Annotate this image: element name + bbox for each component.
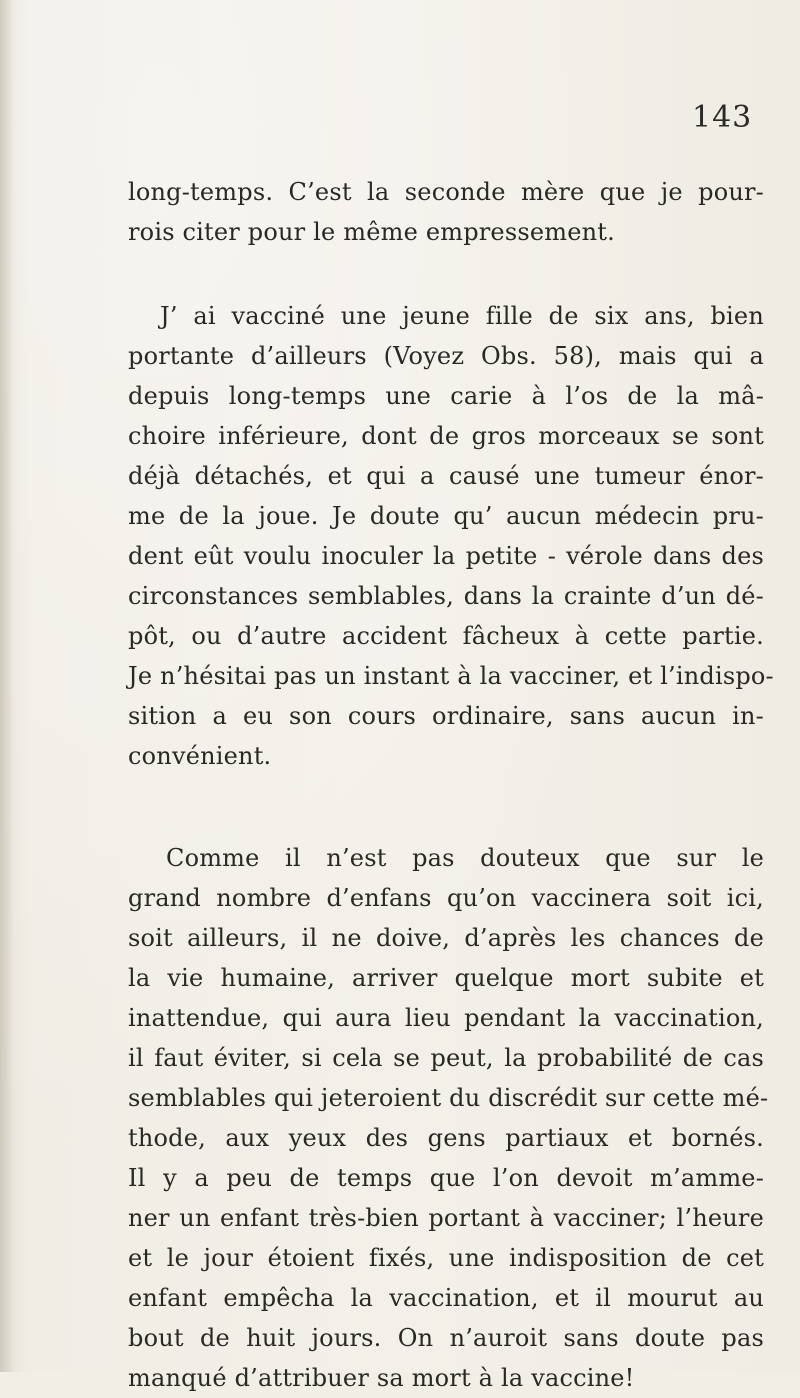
text-line: pôt, ou d’autre accident fâcheux à cette partie. <box>128 622 764 650</box>
paragraph-gap <box>128 776 764 838</box>
text-line: Comme il n’est pas douteux que sur le <box>166 844 764 872</box>
text-line: semblables qui jeteroient du discrédit sur cette mé- <box>128 1084 769 1112</box>
text-line: Je n’hésitai pas un instant à la vacciner, et l’indispo- <box>128 662 774 690</box>
text-line: inattendue, qui aura lieu pendant la vaccination, <box>128 1004 764 1032</box>
text-line: circonstances semblables, dans la crainte d’un dé- <box>128 582 764 610</box>
paragraph-3 <box>128 838 769 1398</box>
text-line: me de la joue. Je doute qu’ aucun médecin pru- <box>128 502 764 530</box>
text-line: sition a eu son cours ordinaire, sans aucun in- <box>128 702 764 730</box>
page-gutter-shadow <box>0 0 14 1372</box>
text-line: thode, aux yeux des gens partiaux et bornés. <box>128 1124 764 1152</box>
paragraph-1 <box>128 172 764 252</box>
paragraph-gap <box>128 252 764 296</box>
text-line: J’ ai vacciné une jeune fille de six ans, bien <box>160 302 764 330</box>
text-line: enfant empêcha la vaccination, et il mourut au <box>128 1284 764 1312</box>
text-line: ner un enfant très-bien portant à vacciner; l’heure <box>128 1204 764 1232</box>
text-line: depuis long-temps une carie à l’os de la mâ- <box>128 382 764 410</box>
page-number: 143 <box>692 100 753 135</box>
text-line: grand nombre d’enfans qu’on vaccinera soit ici, <box>128 884 764 912</box>
body-text <box>128 172 774 1398</box>
text-line: et le jour étoient fixés, une indisposition de cet <box>128 1244 764 1272</box>
text-line: soit ailleurs, il ne doive, d’après les chances de <box>128 924 764 952</box>
text-line: portante d’ailleurs (Voyez Obs. 58), mais qui a <box>128 342 764 370</box>
text-line: la vie humaine, arriver quelque mort subite et <box>128 964 764 992</box>
text-line: choire inférieure, dont de gros morceaux se sont <box>128 422 764 450</box>
text-line: manqué d’attribuer sa mort à la vaccine! <box>128 1364 635 1392</box>
text-line: bout de huit jours. On n’auroit sans doute pas <box>128 1324 764 1352</box>
text-line: Il y a peu de temps que l’on devoit m’amme- <box>128 1164 764 1192</box>
text-line: déjà détachés, et qui a causé une tumeur énor- <box>128 462 764 490</box>
text-line: dent eût voulu inoculer la petite - vérole dans des <box>128 542 764 570</box>
text-line: rois citer pour le même empressement. <box>128 218 615 246</box>
paragraph-2 <box>128 296 774 776</box>
text-line: il faut éviter, si cela se peut, la probabilité de cas <box>128 1044 764 1072</box>
text-line: long-temps. C’est la seconde mère que je pour- <box>128 178 764 206</box>
text-line: convénient. <box>128 742 272 770</box>
